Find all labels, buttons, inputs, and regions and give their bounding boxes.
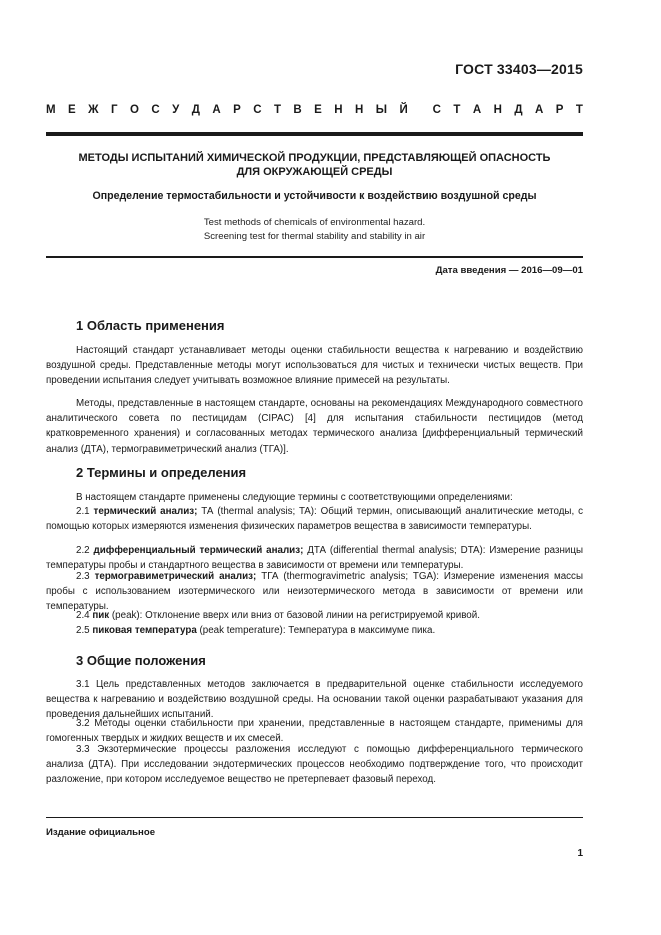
heading-letter: Г	[110, 104, 118, 116]
standard-title	[46, 151, 583, 179]
english-title-line-2: Screening test for thermal stability and stability in air	[203, 230, 426, 242]
heading-letter: Р	[233, 104, 241, 116]
section-3-paragraph-2: 3.2 Методы оценки стабильности при хранении, представленные в настоящем стандарте, применимы для гомогенных твердых и жидких веществ и их смесей.	[46, 718, 583, 745]
heading-letter: Ы	[375, 104, 388, 116]
english-title-line-1: Test methods of chemicals of environmental hazard.	[203, 217, 426, 228]
section-3-heading: 3 Общие положения	[76, 653, 206, 668]
heading-letter: Е	[314, 104, 322, 116]
heading-letter: Й	[399, 104, 408, 116]
page-number: 1	[577, 848, 583, 859]
english-title	[46, 216, 583, 243]
title-line-2: ДЛЯ ОКРУЖАЮЩЕЙ СРЕДЫ	[236, 166, 393, 178]
term-number: 2.2	[76, 545, 94, 556]
term-name: термогравиметрический анализ;	[94, 571, 257, 582]
heading-letter: С	[253, 104, 262, 116]
heading-letter: Д	[514, 104, 523, 116]
term-definition: ТА (thermal analysis; TA): Общий термин, описывающий аналитические методы, с помощью которых измеряются изменения физических параметров вещества в зависимости температуры.	[46, 506, 583, 533]
heading-letter: Р	[555, 104, 564, 116]
section-3-paragraph-3: 3.3 Экзотермические процессы разложения исследуют с помощью дифференциального термического анализа (ДТА). При исследовании эндотермических процессов необходимо подтверждение того, что происходит разложение, при котором исследуемое вещество не претерпевает фазовый переход.	[46, 744, 583, 786]
section-2-heading: 2 Термины и определения	[76, 465, 247, 480]
heading-letter: Д	[191, 104, 200, 116]
standard-subtitle: Определение термостабильности и устойчивости к воздействию воздушной среды	[92, 190, 537, 202]
heading-letter: Е	[68, 104, 76, 116]
heading-letter: Ж	[88, 104, 99, 116]
heading-letter: Т	[453, 104, 461, 116]
section-2-intro: В настоящем стандарте применены следующие термины с соответствующими определениями:	[76, 492, 513, 503]
heading-letter: С	[151, 104, 160, 116]
heading-letter: А	[534, 104, 544, 116]
term-name: пиковая температура	[92, 625, 197, 636]
section-3-paragraph-1: 3.1 Цель представленных методов заключается в предварительной оценке стабильности исследуемого вещества к нагреванию и воздействию воздушной среды. На основании такой оценки разрабатывают указания для проведения дальнейших испытаний.	[46, 679, 583, 721]
heading-letter: Н	[355, 104, 364, 116]
document-number: ГОСТ 33403—2015	[455, 61, 583, 77]
interstate-standard-heading	[46, 104, 583, 116]
term-definition: (peak temperature): Температура в максимуме пика.	[196, 625, 436, 636]
heading-letter: Т	[273, 104, 281, 116]
introduction-date: Дата введения — 2016—09—01	[435, 265, 583, 276]
heading-letter: У	[172, 104, 180, 116]
heading-letter: М	[46, 104, 56, 116]
term-number: 2.1	[76, 506, 94, 517]
heading-letter: А	[472, 104, 482, 116]
heading-letter: Т	[575, 104, 583, 116]
term-number: 2.5	[76, 625, 93, 636]
term-name: пик	[92, 610, 110, 621]
term-2-5	[46, 623, 583, 638]
term-definition: (peak): Отклонение вверх или вниз от базовой линии на регистрируемой кривой.	[109, 610, 480, 621]
heading-letter: С	[432, 104, 441, 116]
title-divider	[46, 256, 583, 258]
term-definition: ДТА (differential thermal analysis; DTA): Измерение разницы температуры пробы и стандартного вещества в зависимости от времени или температуры.	[46, 545, 584, 572]
footer-divider	[46, 817, 583, 818]
heading-letter: О	[129, 104, 139, 116]
section-1-paragraph-2: Методы, представленные в настоящем стандарте, основаны на рекомендациях Международного совместного аналитического совета по пестицидам (CIPAC) [4] для испытания стабильности пестицидов (метод кратковременного хранения) и согласованных методах термического анализа [дифференциальный термический анализ (ДТА), термогравиметрический анализ (ТГА)].	[46, 398, 583, 455]
heading-letter: В	[293, 104, 302, 116]
section-1-paragraph-1: Настоящий стандарт устанавливает методы оценки стабильности вещества к нагреванию и воздействию воздушной среды. Представленные методы могут использоваться для чистых и технически чистых веществ. При проведении испытания следует учитывать возможное влияние примесей на результаты.	[46, 345, 583, 387]
term-number: 2.4	[76, 610, 93, 621]
thick-divider	[46, 132, 583, 136]
term-2-1	[46, 504, 583, 534]
official-edition-note: Издание официальное	[46, 827, 156, 838]
heading-letter: Н	[334, 104, 343, 116]
term-definition: ТГА (thermogravimetric analysis; TGA): Измерение изменения массы пробы с использованием изотермического или неизотермического метода в зависимости от времени или температуры.	[46, 571, 583, 613]
term-name: дифференциальный термический анализ;	[93, 545, 304, 556]
heading-letter: А	[212, 104, 221, 116]
title-line-1: МЕТОДЫ ИСПЫТАНИЙ ХИМИЧЕСКОЙ ПРОДУКЦИИ, ПРЕДСТАВЛЯЮЩЕЙ ОПАСНОСТЬ	[78, 152, 551, 164]
heading-letter: Н	[493, 104, 502, 116]
section-1-heading: 1 Область применения	[76, 318, 225, 333]
term-name: термический анализ;	[93, 506, 198, 517]
term-2-4	[46, 608, 583, 623]
term-number: 2.3	[76, 571, 95, 582]
